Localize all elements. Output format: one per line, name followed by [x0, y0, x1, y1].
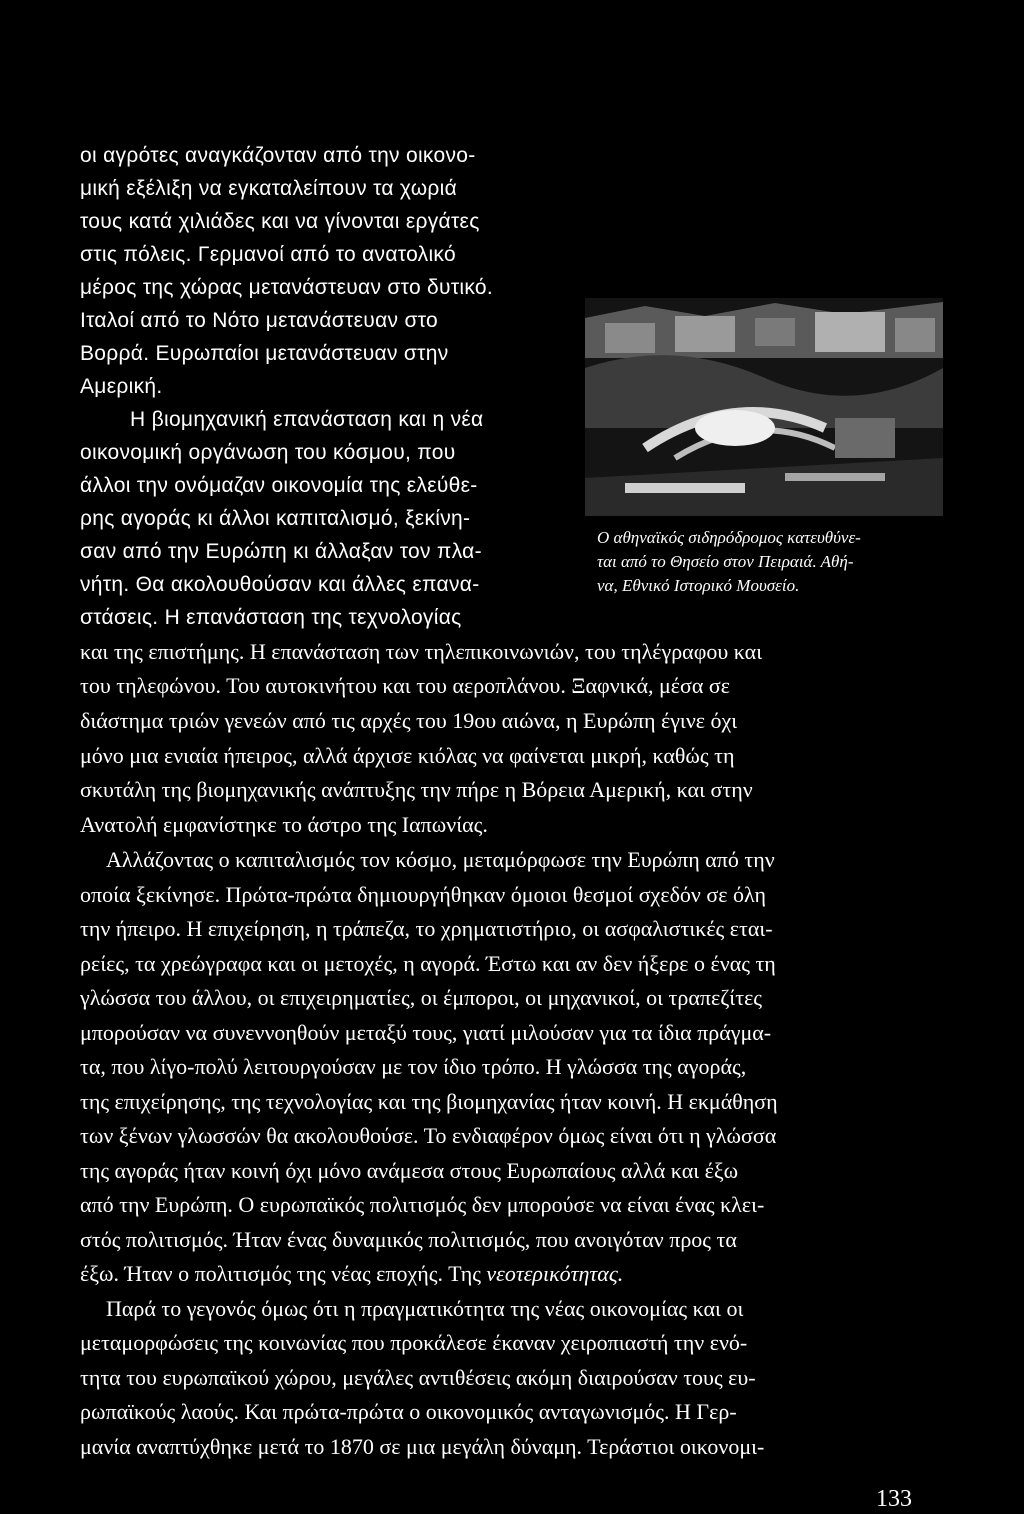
text-line: των ξένων γλωσσών θα ακολουθούσε. Το ενδιαφέρον όμως είναι ότι η γλώσσα [80, 1123, 777, 1148]
text-line: από την Ευρώπη. Ο ευρωπαϊκός πολιτισμός δεν μπορούσε να είναι ένας κλει- [80, 1192, 765, 1217]
text-line: της επιχείρησης, της τεχνολογίας και της βιομηχανίας ήταν κοινή. Η εκμάθηση [80, 1089, 778, 1114]
text-line: Ανατολή εμφανίστηκε το άστρο της Ιαπωνίας. [80, 812, 488, 837]
text-line: τητα του ευρωπαϊκού χώρου, μεγάλες αντιθέσεις ακόμη διαιρούσαν τους ευ- [80, 1365, 756, 1390]
text-line: σκυτάλη της βιομηχανικής ανάπτυξης την πήρε η Βόρεια Αμερική, και στην [80, 777, 753, 802]
text-line: Αλλάζοντας ο καπιταλισμός τον κόσμο, μεταμόρφωσε την Ευρώπη από την [106, 847, 775, 872]
text-line [80, 1259, 623, 1289]
text-line: στός πολιτισμός. Ήταν ένας δυναμικός πολιτισμός, που ανοιγόταν προς τα [80, 1227, 737, 1252]
text-line: οποία ξεκίνησε. Πρώτα-πρώτα δημιουργήθηκαν όμοιοι θεσμοί σχεδόν σε όλη [80, 882, 766, 907]
photo-caption: να, Εθνικό Ιστορικό Μουσείο. [597, 576, 800, 595]
text-line: και της επιστήμης. Η επανάσταση των τηλεπικοινωνιών, του τηλέγραφου και [80, 639, 763, 664]
text-line: του τηλεφώνου. Του αυτοκινήτου και του αεροπλάνου. Ξαφνικά, μέσα σε [80, 673, 730, 698]
text-line: μπορούσαν να συνεννοηθούν μεταξύ τους, γιατί μιλούσαν για τα ίδια πράγμα- [80, 1020, 772, 1045]
text-line: Ιταλοί από το Νότο μετανάστευαν στο [80, 309, 439, 332]
text-line: στάσεις. Η επανάσταση της τεχνολογίας [80, 606, 462, 629]
text-line: της αγοράς ήταν κοινή όχι μόνο ανάμεσα στους Ευρωπαίους αλλά και έξω [80, 1158, 739, 1183]
text-segment: έξω. Ήταν ο πολιτισμός της νέας εποχής. Της [80, 1261, 481, 1286]
text-line: ρωπαϊκούς λαούς. Και πρώτα-πρώτα ο οικονομικός ανταγωνισμός. Η Γερ- [80, 1399, 737, 1424]
text-line: τους κατά χιλιάδες και να γίνονται εργάτες [80, 210, 480, 233]
text-line: μόνο μια ενιαία ήπειρος, αλλά άρχισε κιόλας να φαίνεται μικρή, καθώς τη [80, 743, 735, 768]
text-line: μεταμορφώσεις της κοινωνίας που προκάλεσε έκαναν χειροπιαστή την ενό- [80, 1330, 748, 1355]
text-line: μέρος της χώρας μετανάστευαν στο δυτικό. [80, 276, 494, 299]
text-line: ρείες, τα χρεώγραφα και οι μετοχές, η αγορά. Έστω και αν δεν ήξερε ο ένας τη [80, 951, 776, 976]
text-line: Αμερική. [80, 375, 163, 398]
text-line: ρης αγοράς κι άλλοι καπιταλισμό, ξεκίνη- [80, 507, 471, 530]
text-line: μική εξέλιξη να εγκαταλείπουν τα χωριά [80, 177, 458, 200]
italic-term: νεοτερικότητας. [486, 1261, 624, 1286]
railway-photo [585, 298, 943, 516]
text-line: σαν από την Ευρώπη κι άλλαξαν τον πλα- [80, 540, 482, 563]
text-line: τα, που λίγο-πολύ λειτουργούσαν με τον ίδιο τρόπο. Η γλώσσα της αγοράς, [80, 1054, 747, 1079]
text-line: γλώσσα του άλλου, οι επιχειρηματίες, οι έμποροι, οι μηχανικοί, οι τραπεζίτες [80, 985, 763, 1010]
text-line: την ήπειρο. Η επιχείρηση, η τράπεζα, το χρηματιστήριο, οι ασφαλιστικές εται- [80, 916, 773, 941]
text-line: Η βιομηχανική επανάσταση και η νέα [130, 408, 484, 431]
text-line: στις πόλεις. Γερμανοί από το ανατολικό [80, 243, 456, 266]
photo-caption: ται από το Θησείο στον Πειραιά. Αθή- [597, 552, 854, 571]
text-line: Παρά το γεγονός όμως ότι η πραγματικότητα της νέας οικονομίας και οι [106, 1296, 744, 1321]
text-line: οι αγρότες αναγκάζονταν από την οικονο- [80, 144, 476, 167]
text-line: νήτη. Θα ακολουθούσαν και άλλες επανα- [80, 573, 480, 596]
text-line: οικονομική οργάνωση του κόσμου, που [80, 441, 456, 464]
text-line: άλλοι την ονόμαζαν οικονομία της ελεύθε- [80, 474, 478, 497]
photo-caption: Ο αθηναϊκός σιδηρόδρομος κατευθύνε- [597, 528, 861, 547]
text-line: διάστημα τριών γενεών από τις αρχές του 19ου αιώνα, η Ευρώπη έγινε όχι [80, 708, 738, 733]
text-line: Βορρά. Ευρωπαίοι μετανάστευαν στην [80, 342, 449, 365]
page-number: 133 [876, 1486, 912, 1512]
text-line: μανία αναπτύχθηκε μετά το 1870 σε μια μεγάλη δύναμη. Τεράστιοι οικονομι- [80, 1434, 765, 1459]
